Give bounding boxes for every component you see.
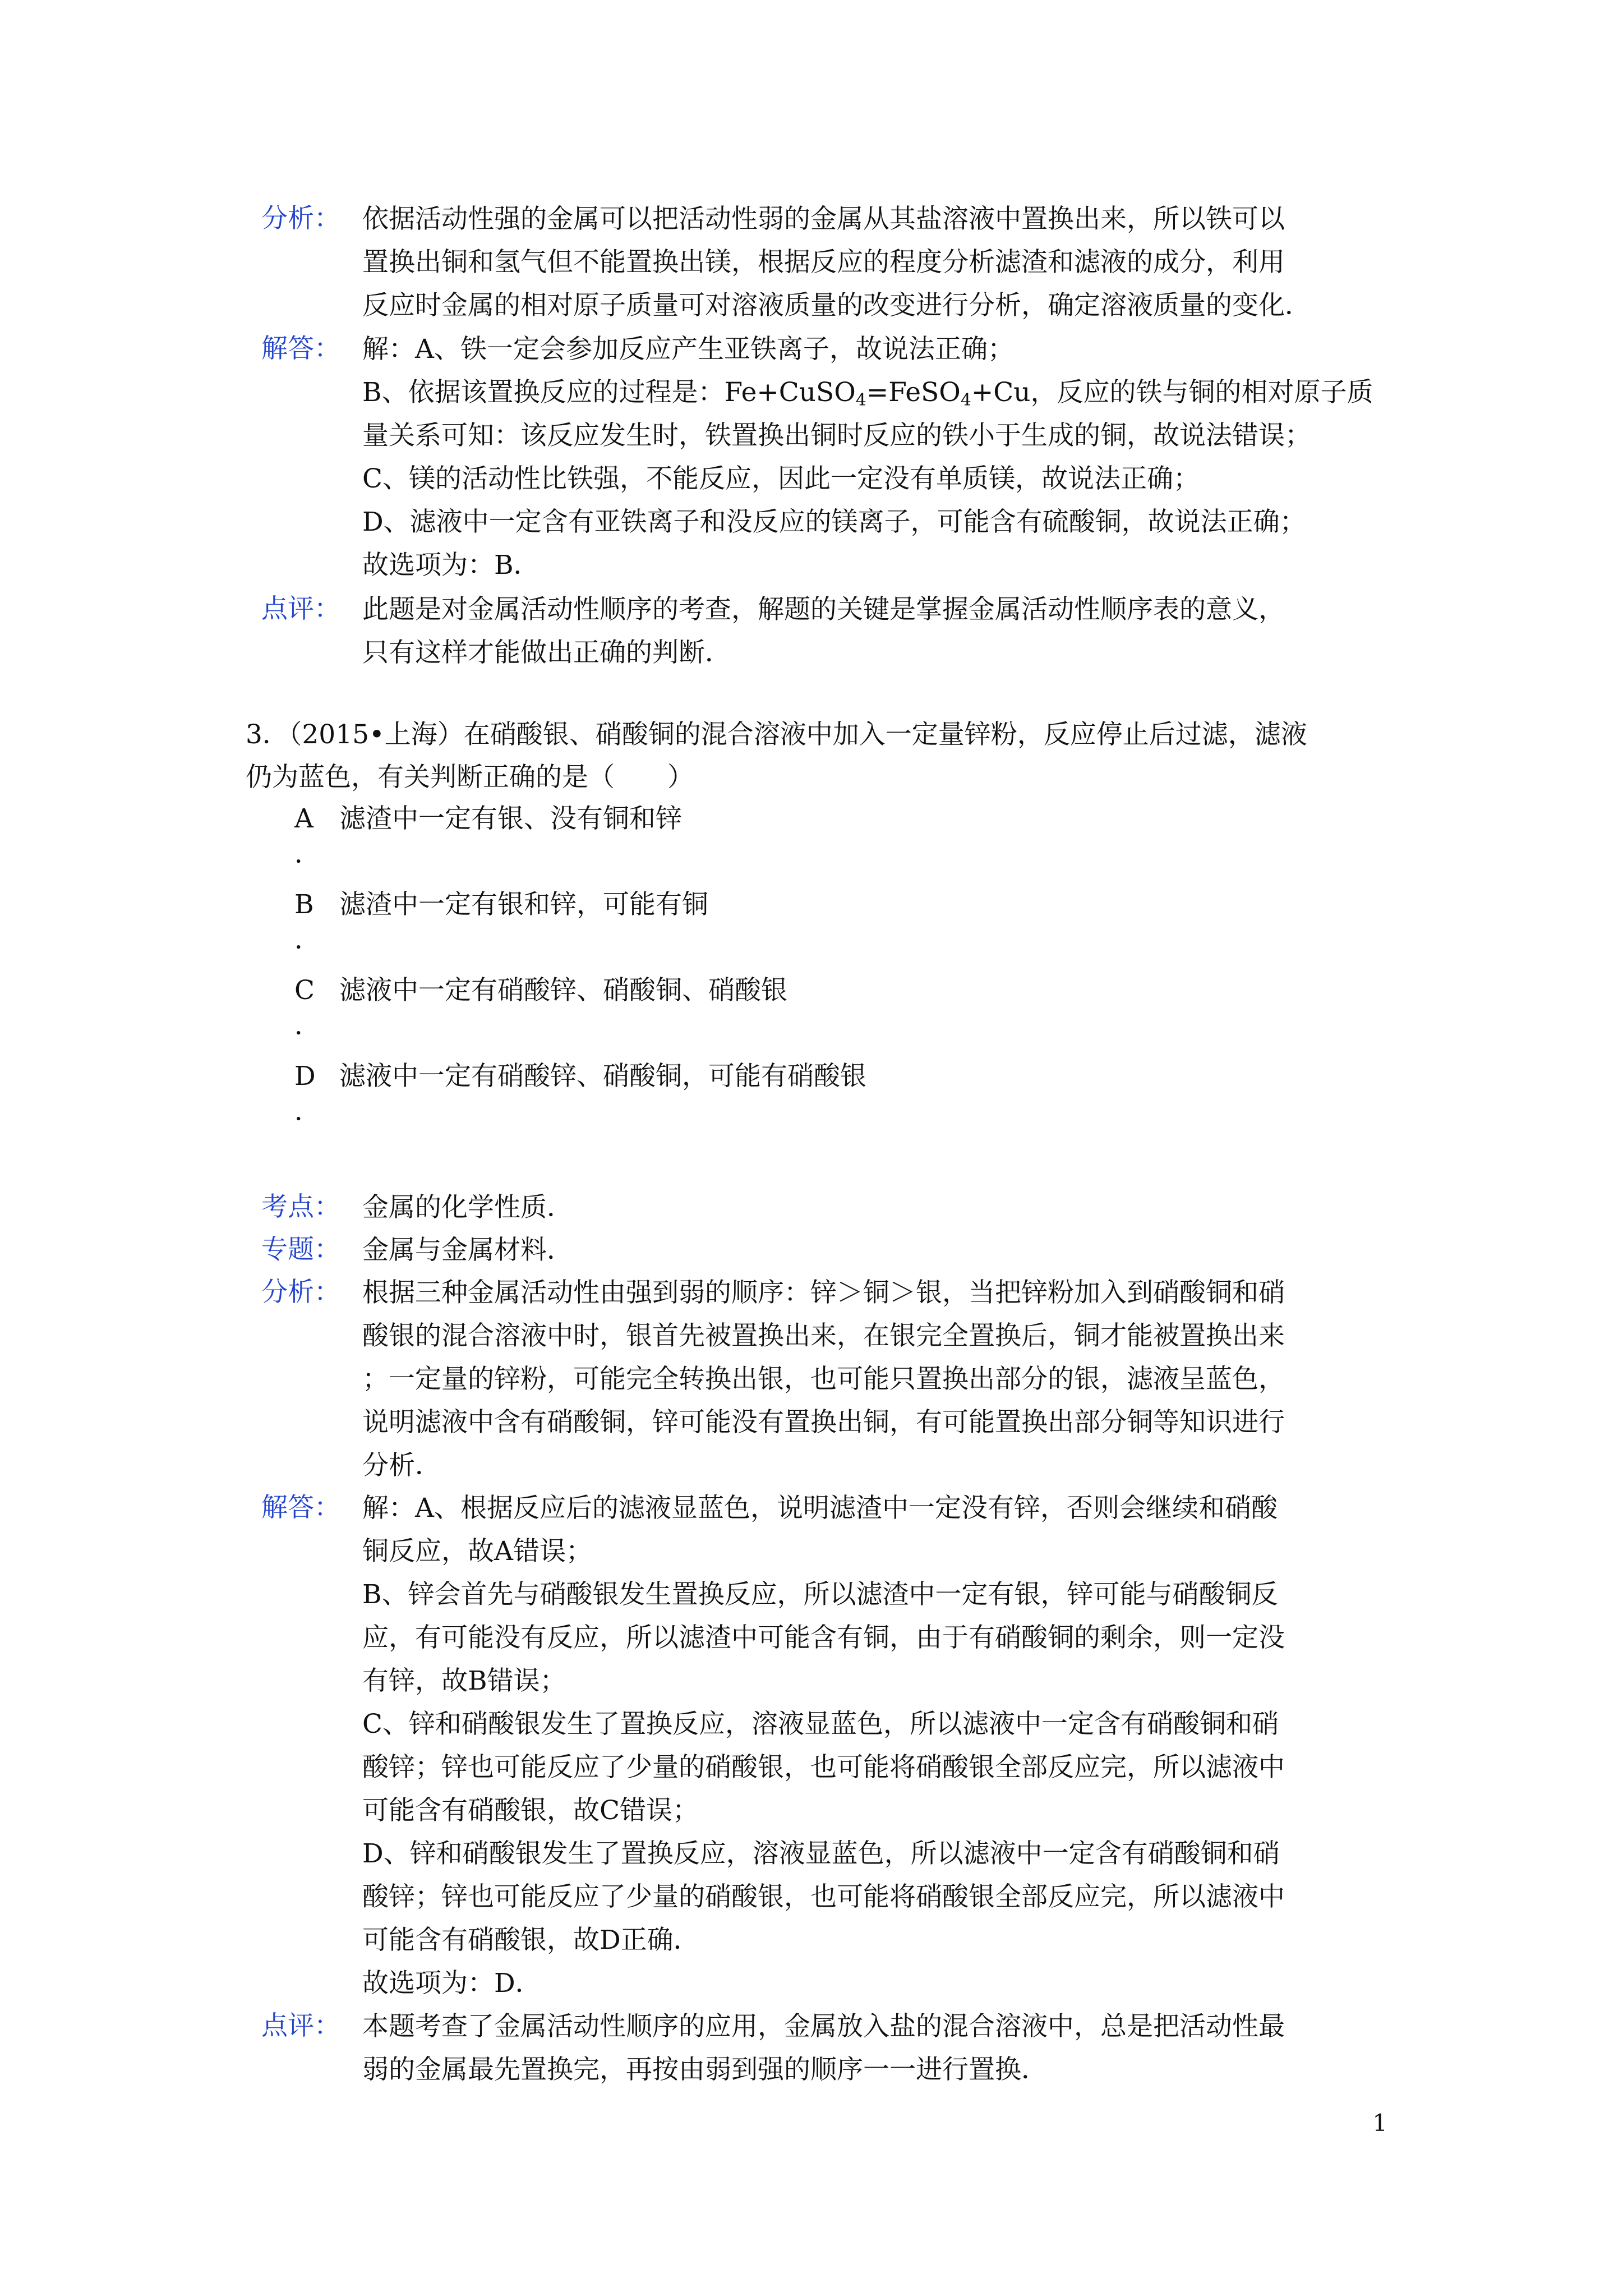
option-d: D 滤液中一定有硝酸锌、硝酸铜，可能有硝酸银 [294, 1061, 866, 1092]
point-label: 考点： [261, 1191, 340, 1222]
text-line: 可能含有硝酸银，故C错误； [362, 1795, 699, 1826]
text-line: 只有这样才能做出正确的判断． [362, 637, 731, 668]
comment-text [362, 588, 1285, 674]
text-line: 可能含有硝酸银，故D正确． [362, 1925, 700, 1955]
page-number: 1 [1372, 2109, 1387, 2137]
text-line: D、锌和硝酸银发生了置换反应，溶液显蓝色，所以滤液中一定含有硝酸铜和硝 [362, 1838, 1280, 1869]
text-line: 根据三种金属活动性由强到弱的顺序：锌＞铜＞银，当把锌粉加入到硝酸铜和硝 [362, 1277, 1285, 1308]
text-line: 故选项为：B． [362, 550, 540, 581]
text-line: 有锌，故B错误； [362, 1665, 566, 1696]
answer-label: 解答： [261, 1492, 340, 1523]
option-c: C 滤液中一定有硝酸锌、硝酸铜、硝酸银 [294, 975, 787, 1006]
text-line: C、锌和硝酸银发生了置换反应，溶液显蓝色，所以滤液中一定含有硝酸铜和硝 [362, 1709, 1279, 1740]
option-a: A 滤渣中一定有银、没有铜和锌 [294, 803, 682, 834]
topic-label: 专题： [261, 1234, 340, 1265]
comment-label: 点评： [261, 2010, 340, 2041]
text-line: 解：A、铁一定会参加反应产生亚铁离子，故说法正确； [362, 334, 1014, 365]
text-line: 酸银的混合溶液中时，银首先被置换出来，在银完全置换后，铜才能被置换出来 [362, 1320, 1285, 1351]
text-line: D、滤液中一定含有亚铁离子和没反应的镁离子，可能含有硫酸铜，故说法正确； [362, 507, 1306, 537]
option-dot: ． [294, 924, 321, 955]
analysis-text [362, 1271, 1285, 1487]
text-line: 铜反应，故A错误； [362, 1536, 592, 1567]
text-line: 金属与金属材料． [362, 1235, 573, 1266]
option-dot: ． [294, 1010, 321, 1041]
text-line: 反应时金属的相对原子质量可对溶液质量的改变进行分析，确定溶液质量的变化． [362, 290, 1311, 321]
text-line: 金属的化学性质． [362, 1192, 573, 1223]
answer-text [362, 1487, 1285, 2005]
text-line: 说明滤液中含有硝酸铜，锌可能没有置换出铜，有可能置换出部分铜等知识进行 [362, 1407, 1285, 1438]
option-b: B 滤渣中一定有银和锌，可能有铜 [294, 889, 708, 920]
comment-label: 点评： [261, 593, 340, 624]
analysis-text [362, 197, 1311, 327]
text-line: C、镁的活动性比铁强，不能反应，因此一定没有单质镁，故说法正确； [362, 463, 1200, 494]
text-line: 依据活动性强的金属可以把活动性弱的金属从其盐溶液中置换出来，所以铁可以 [362, 204, 1285, 234]
text-line: 解：A、根据反应后的滤液显蓝色，说明滤渣中一定没有锌，否则会继续和硝酸 [362, 1493, 1278, 1524]
text-line: 此题是对金属活动性顺序的考查，解题的关键是掌握金属活动性顺序表的意义， [362, 594, 1285, 625]
question-3-line-1: 3．（2015•上海）在硝酸银、硝酸铜的混合溶液中加入一定量锌粉，反应停止后过滤，滤液 [246, 719, 1307, 750]
text-line: 酸锌；锌也可能反应了少量的硝酸银，也可能将硝酸银全部反应完，所以滤液中 [362, 1881, 1285, 1912]
point-text [362, 1186, 573, 1229]
text-line: 本题考查了金属活动性顺序的应用，金属放入盐的混合溶液中，总是把活动性最 [362, 2011, 1285, 2042]
answer-text [362, 328, 1373, 587]
text-line: 酸锌；锌也可能反应了少量的硝酸银，也可能将硝酸银全部反应完，所以滤液中 [362, 1752, 1285, 1783]
text-line: 应，有可能没有反应，所以滤渣中可能含有铜，由于有硝酸铜的剩余，则一定没 [362, 1622, 1285, 1653]
text-line: 置换出铜和氢气但不能置换出镁，根据反应的程度分析滤渣和滤液的成分，利用 [362, 247, 1285, 278]
equation-line: B、依据该置换反应的过程是：Fe+CuSO$_4$=FeSO$_4$+Cu，反应的铁与铜的相对原子质 [362, 377, 1373, 410]
option-dot: ． [294, 839, 321, 869]
text-line: ；一定量的锌粉，可能完全转换出银，也可能只置换出部分的银，滤液呈蓝色， [362, 1364, 1285, 1395]
analysis-label: 分析： [261, 203, 340, 234]
comment-text [362, 2005, 1285, 2091]
text-line: B、锌会首先与硝酸银发生置换反应，所以滤渣中一定有银，锌可能与硝酸铜反 [362, 1579, 1278, 1610]
text-line: 弱的金属最先置换完，再按由弱到强的顺序一一进行置换． [362, 2054, 1048, 2085]
text-line: 分析． [362, 1450, 441, 1481]
topic-text [362, 1228, 573, 1272]
option-dot: ． [294, 1096, 321, 1127]
analysis-label: 分析： [261, 1277, 340, 1308]
text-line: 故选项为：D． [362, 1968, 542, 1999]
question-3-line-2: 仍为蓝色，有关判断正确的是（ ） [246, 762, 694, 793]
text-line: 量关系可知：该反应发生时，铁置换出铜时反应的铁小于生成的铜，故说法错误； [362, 420, 1311, 451]
answer-label: 解答： [261, 333, 340, 364]
